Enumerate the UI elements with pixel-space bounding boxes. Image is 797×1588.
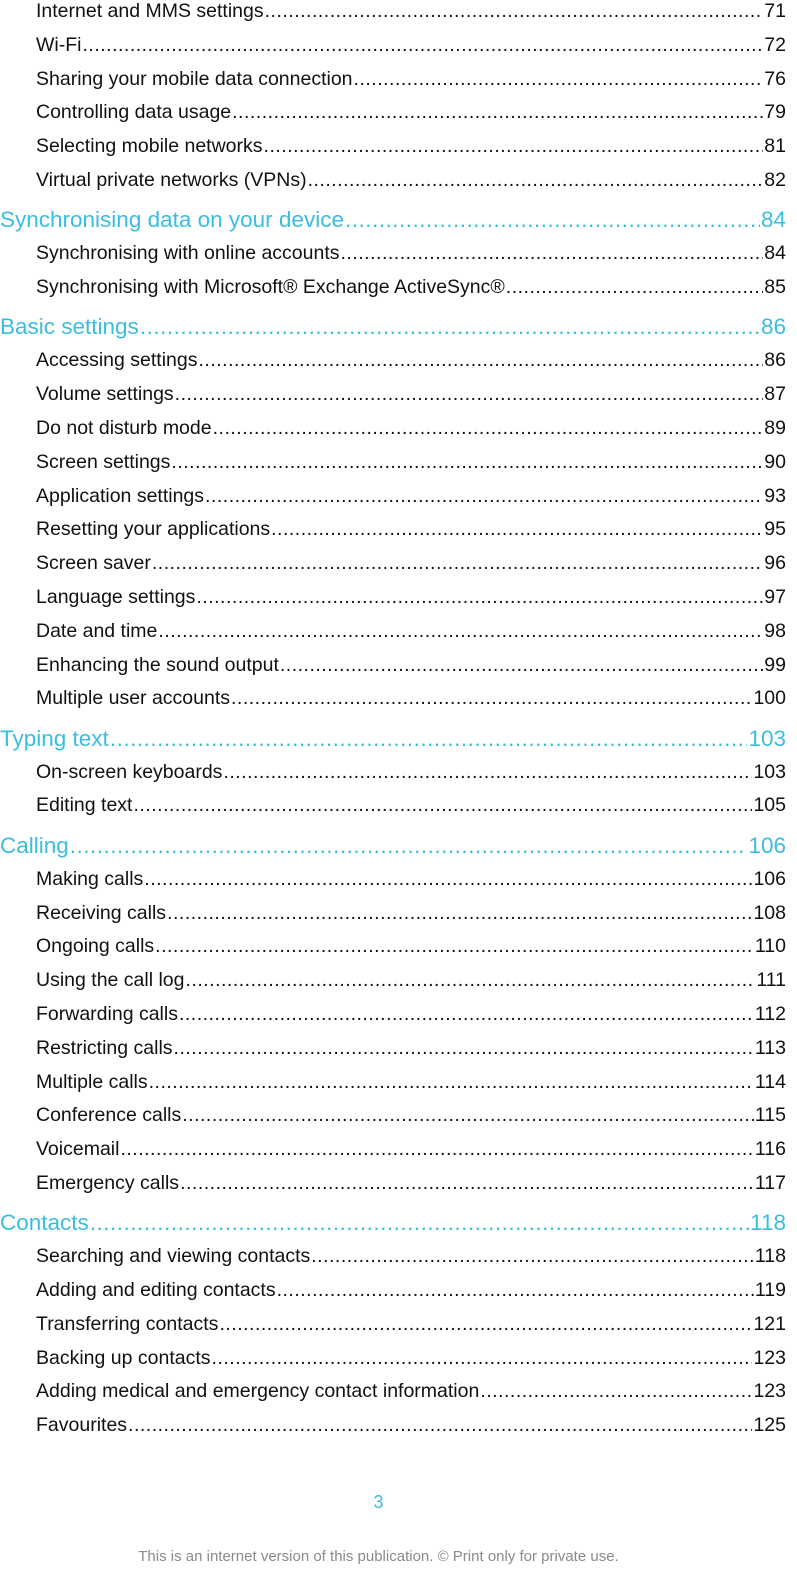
toc-section-entry[interactable] [0, 1409, 786, 1443]
dot-leader [345, 203, 760, 237]
dot-leader [219, 1308, 752, 1342]
dot-leader [265, 0, 764, 29]
toc-entry-title: Sharing your mobile data connection [36, 67, 353, 90]
dot-leader [341, 237, 764, 271]
dot-leader [128, 1409, 752, 1443]
dot-leader [179, 998, 754, 1032]
toc-entry-page: 112 [754, 1002, 786, 1025]
toc-section-entry[interactable] [0, 998, 786, 1032]
toc-entry-title: Calling [0, 832, 69, 858]
dot-leader [167, 897, 752, 931]
toc-entry-page: 116 [754, 1138, 786, 1161]
toc-section-entry[interactable] [0, 446, 786, 480]
toc-entry-page: 125 [753, 1414, 786, 1437]
toc-section-entry[interactable] [0, 237, 786, 271]
dot-leader [232, 96, 763, 130]
dot-leader [144, 863, 752, 897]
dot-leader [182, 1099, 754, 1133]
toc-entry-title: Multiple user accounts [36, 687, 231, 710]
toc-entry-page: 96 [764, 552, 786, 575]
toc-entry-page: 113 [754, 1036, 786, 1059]
dot-leader [171, 446, 763, 480]
toc-entry-page: 99 [764, 653, 786, 676]
toc-entry-title: Resetting your applications [36, 518, 271, 541]
toc-entry-title: Using the call log [36, 969, 185, 992]
toc-entry-title: On-screen keyboards [36, 760, 223, 783]
toc-entry-page: 71 [764, 0, 786, 22]
toc-entry-page: 84 [764, 242, 786, 265]
toc-entry-title: Synchronising with online accounts [36, 242, 340, 265]
toc-section-entry[interactable] [0, 480, 786, 514]
toc-entry-title: Making calls [36, 867, 144, 890]
dot-leader [205, 480, 763, 514]
toc-entry-title: Date and time [36, 619, 158, 642]
toc-entry-title: Multiple calls [36, 1070, 148, 1093]
dot-leader [186, 964, 756, 998]
toc-section-entry[interactable] [0, 1032, 786, 1066]
toc-entry-page: 123 [753, 1346, 786, 1369]
toc-entry-title: Forwarding calls [36, 1002, 178, 1025]
toc-chapter-entry[interactable] [0, 310, 786, 344]
toc-entry-page: 106 [748, 832, 786, 858]
toc-entry-page: 93 [764, 484, 786, 507]
page-number: 3 [373, 1492, 384, 1512]
toc-entry-title: Receiving calls [36, 901, 167, 924]
toc-entry-page: 105 [753, 794, 786, 817]
dot-leader [231, 682, 752, 716]
dot-leader [155, 930, 754, 964]
toc-entry-title: Synchronising data on your device [0, 207, 344, 233]
dot-leader [506, 271, 764, 305]
toc-entry-title: Favourites [36, 1414, 128, 1437]
dot-leader [280, 649, 763, 683]
dot-leader [308, 164, 764, 198]
toc-section-entry[interactable] [0, 547, 786, 581]
toc-section-entry[interactable] [0, 964, 786, 998]
toc-entry-title: Wi-Fi [36, 33, 82, 56]
toc-entry-title: Transferring contacts [36, 1312, 219, 1335]
dot-leader [120, 1133, 753, 1167]
toc-section-entry[interactable] [0, 63, 786, 97]
toc-chapter-entry[interactable] [0, 722, 786, 756]
toc-entry-title: Language settings [36, 585, 196, 608]
toc-entry-title: Virtual private networks (VPNs) [36, 168, 307, 191]
toc-entry-title: Accessing settings [36, 349, 198, 372]
toc-entry-page: 87 [764, 383, 786, 406]
toc-entry-title: Selecting mobile networks [36, 135, 263, 158]
dot-leader [133, 789, 752, 823]
dot-leader [277, 1274, 754, 1308]
toc-section-entry[interactable] [0, 29, 786, 63]
toc-section-entry[interactable] [0, 1274, 786, 1308]
toc-entry-page: 117 [754, 1171, 786, 1194]
toc-entry-page: 114 [754, 1070, 786, 1093]
toc-section-entry[interactable] [0, 513, 786, 547]
toc-section-entry[interactable] [0, 897, 786, 931]
toc-entry-title: Contacts [0, 1210, 89, 1236]
toc-section-entry[interactable] [0, 1342, 786, 1376]
dot-leader [480, 1375, 752, 1409]
toc-entry-page: 123 [753, 1380, 786, 1403]
toc-entry-page: 82 [764, 168, 786, 191]
dot-leader [140, 310, 760, 344]
toc-entry-page: 121 [753, 1312, 786, 1335]
toc-section-entry[interactable] [0, 1167, 786, 1201]
toc-entry-title: Emergency calls [36, 1171, 180, 1194]
toc-entry-page: 100 [753, 687, 786, 710]
toc-entry-page: 81 [764, 135, 786, 158]
toc-section-entry[interactable] [0, 271, 786, 305]
toc-entry-title: Ongoing calls [36, 935, 155, 958]
toc-entry-page: 76 [764, 67, 786, 90]
toc-entry-title: Backing up contacts [36, 1346, 211, 1369]
toc-section-entry[interactable] [0, 1099, 786, 1133]
toc-entry-title: Voicemail [36, 1138, 120, 1161]
dot-leader [82, 29, 763, 63]
toc-section-entry[interactable] [0, 1240, 786, 1274]
toc-entry-title: Adding medical and emergency contact information [36, 1380, 480, 1403]
toc-section-entry[interactable] [0, 378, 786, 412]
toc-entry-title: Editing text [36, 794, 133, 817]
toc-entry-title: Conference calls [36, 1104, 182, 1127]
dot-leader [196, 581, 763, 615]
dot-leader [158, 615, 763, 649]
toc-section-entry[interactable] [0, 1066, 786, 1100]
footer-notice: This is an internet version of this publication. © Print only for private use. [138, 1548, 619, 1565]
toc-section-entry[interactable] [0, 130, 786, 164]
toc-entry-page: 86 [760, 314, 786, 340]
toc-entry-page: 89 [764, 416, 786, 439]
toc-entry-title: Screen saver [36, 552, 151, 575]
toc-section-entry[interactable] [0, 96, 786, 130]
toc-chapter-entry[interactable] [0, 203, 786, 237]
toc-entry-page: 118 [750, 1210, 786, 1236]
toc-entry-page: 85 [764, 276, 786, 299]
toc-chapter-entry[interactable] [0, 1206, 786, 1240]
dot-leader [311, 1240, 754, 1274]
dot-leader [213, 412, 764, 446]
toc-entry-page: 97 [764, 585, 786, 608]
dot-leader [149, 1066, 754, 1100]
toc-entry-page: 110 [754, 935, 786, 958]
dot-leader [354, 63, 764, 97]
toc-entry-title: Controlling data usage [36, 101, 232, 124]
toc-chapter-entry[interactable] [0, 829, 786, 863]
toc-entry-title: Synchronising with Microsoft® Exchange ActiveSync® [36, 276, 505, 299]
dot-leader [199, 344, 764, 378]
toc-section-entry[interactable] [0, 412, 786, 446]
toc-section-entry[interactable] [0, 615, 786, 649]
dot-leader [212, 1342, 753, 1376]
dot-leader [175, 378, 764, 412]
toc-entry-page: 95 [764, 518, 786, 541]
toc-section-entry[interactable] [0, 164, 786, 198]
dot-leader [110, 722, 748, 756]
toc-section-entry[interactable] [0, 1308, 786, 1342]
toc-entry-title: Screen settings [36, 450, 171, 473]
toc-entry-title: Adding and editing contacts [36, 1279, 276, 1301]
toc-entry-page: 119 [754, 1279, 786, 1301]
toc-entry-page: 111 [756, 969, 786, 992]
toc-entry-title: Typing text [0, 725, 109, 751]
toc-entry-page: 84 [760, 207, 786, 233]
toc-section-entry[interactable] [0, 1375, 786, 1409]
toc-entry-title: Application settings [36, 484, 205, 507]
toc-section-entry[interactable] [0, 756, 786, 790]
toc-entry-page: 108 [753, 901, 786, 924]
toc-entry-title: Searching and viewing contacts [36, 1245, 311, 1268]
toc-entry-page: 79 [764, 101, 786, 124]
toc-entry-title: Enhancing the sound output [36, 653, 279, 676]
toc-section-entry[interactable] [0, 1133, 786, 1167]
toc-section-entry[interactable] [0, 863, 786, 897]
toc-entry-title: Volume settings [36, 383, 174, 406]
toc-section-entry[interactable] [0, 581, 786, 615]
toc-entry-page: 98 [764, 619, 786, 642]
toc-entry-title: Basic settings [0, 314, 139, 340]
toc-entry-page: 106 [753, 867, 786, 890]
dot-leader [271, 513, 763, 547]
toc-entry-page: 90 [764, 450, 786, 473]
toc-entry-title: Restricting calls [36, 1036, 173, 1059]
dot-leader [223, 756, 752, 790]
toc-section-entry[interactable] [0, 682, 786, 716]
toc-entry-page: 115 [754, 1104, 786, 1127]
toc-section-entry[interactable] [0, 0, 786, 29]
toc-entry-page: 86 [764, 349, 786, 372]
toc-section-entry[interactable] [0, 789, 786, 823]
dot-leader [152, 547, 763, 581]
toc-section-entry[interactable] [0, 344, 786, 378]
dot-leader [90, 1206, 749, 1240]
dot-leader [70, 829, 748, 863]
dot-leader [174, 1032, 754, 1066]
toc-entry-page: 72 [764, 33, 786, 56]
dot-leader [180, 1167, 754, 1201]
toc-entry-title: Internet and MMS settings [36, 0, 264, 22]
toc-entry-page: 103 [753, 760, 786, 783]
toc-entry-page: 103 [748, 725, 786, 751]
toc-entry-page: 118 [754, 1245, 786, 1268]
dot-leader [264, 130, 764, 164]
toc-entry-title: Do not disturb mode [36, 416, 212, 439]
toc-section-entry[interactable] [0, 649, 786, 683]
toc-section-entry[interactable] [0, 930, 786, 964]
